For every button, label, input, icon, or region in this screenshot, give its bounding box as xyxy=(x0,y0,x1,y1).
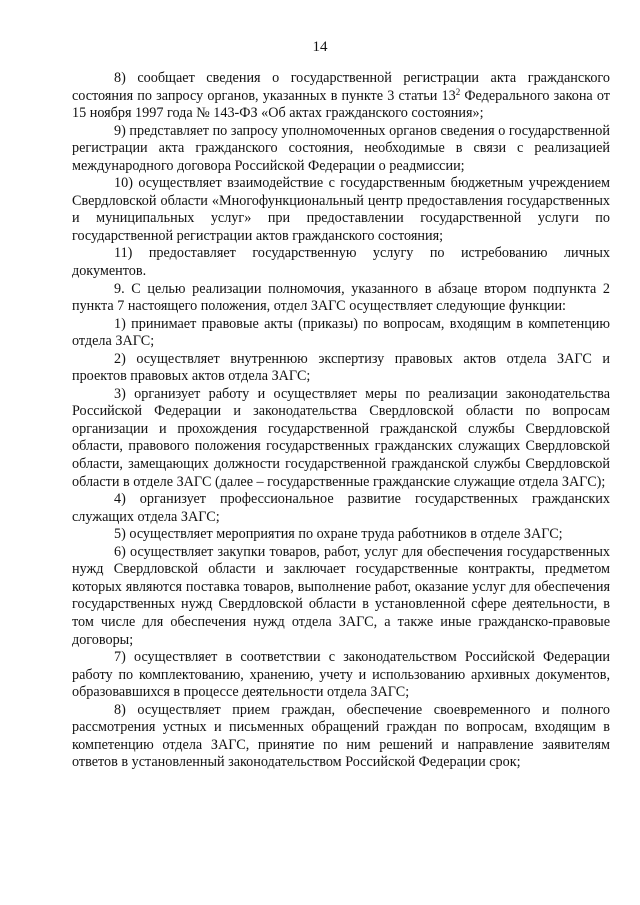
paragraph-item-9-readmission: 9) представляет по запросу уполномоченных органов сведения о государственной регистрации акта гражданского состояния, необходимые в связи с реализацией международного договора Российской Федерации о реадмиссии; xyxy=(72,122,610,174)
paragraph-function-6: 6) осуществляет закупки товаров, работ, услуг для обеспечения государственных нужд Свердловской области и заключает государственные контракты, предметом которых являются поставка товаров, выполнение работ, оказание услуг для обеспечения государственных нужд Свердловской области в установленной сфере деятельности, в том числе для обеспечения нужд отдела ЗАГС, а также иные гражданско-правовые договоры; xyxy=(72,543,610,648)
paragraph-function-8: 8) осуществляет прием граждан, обеспечение своевременного и полного рассмотрения устных и письменных обращений граждан по вопросам, входящим в компетенцию отдела ЗАГС, принятие по ним решений и направление заявителям ответов в установленный законодательством Российской Федерации срок; xyxy=(72,701,610,771)
paragraph-function-3: 3) организует работу и осуществляет меры по реализации законодательства Российской Федерации и законодательства Свердловской области по вопросам организации и прохождения государственной гражданской службы Свердловской области, правового положения государственных гражданских служащих Свердловской области, замещающих должности государственной гражданской службы Свердловской области в отделе ЗАГС (далее – государственные гражданские служащие отдела ЗАГС); xyxy=(72,385,610,490)
paragraph-item-11-documents: 11) предоставляет государственную услугу по истребованию личных документов. xyxy=(72,245,610,280)
paragraph-section-9: 9. С целью реализации полномочия, указанного в абзаце втором подпункта 2 пункта 7 настоящего положения, отдел ЗАГС осуществляет следующие функции: xyxy=(72,280,610,315)
document-body xyxy=(72,70,610,772)
paragraph-text: Федерального закона от 15 ноября 1997 года № 143-ФЗ «Об актах гражданского состояния»; xyxy=(72,87,610,122)
paragraph-function-5: 5) осуществляет мероприятия по охране труда работников в отделе ЗАГС; xyxy=(114,526,563,543)
page-number: 14 xyxy=(312,39,328,55)
paragraph-function-1: 1) принимает правовые акты (приказы) по вопросам, входящим в компетенцию отдела ЗАГС; xyxy=(72,315,610,350)
paragraph-function-7: 7) осуществляет в соответствии с законодательством Российской Федерации работу по комплектованию, хранению, учету и использованию архивных документов, образовавшихся в процессе деятельности отдела ЗАГС; xyxy=(72,649,610,701)
paragraph-text: 8) сообщает сведения о государственной регистрации акта гражданского состояния по запросу органов, указанных в пункте 3 статьи 13 xyxy=(72,70,610,104)
paragraph-item-10-mfc: 10) осуществляет взаимодействие с государственным бюджетным учреждением Свердловской области «Многофункциональный центр предоставления государственных и муниципальных услуг» при предоставлении государственной услуги по государственной регистрации актов гражданского состояния; xyxy=(72,175,610,244)
paragraph-function-2: 2) осуществляет внутреннюю экспертизу правовых актов отдела ЗАГС и проектов правовых актов отдела ЗАГС; xyxy=(72,350,610,385)
paragraph-function-4: 4) организует профессиональное развитие государственных гражданских служащих отдела ЗАГС; xyxy=(72,491,610,525)
paragraph-item-8-info xyxy=(72,70,610,123)
superscript-index: 2 xyxy=(455,86,461,97)
